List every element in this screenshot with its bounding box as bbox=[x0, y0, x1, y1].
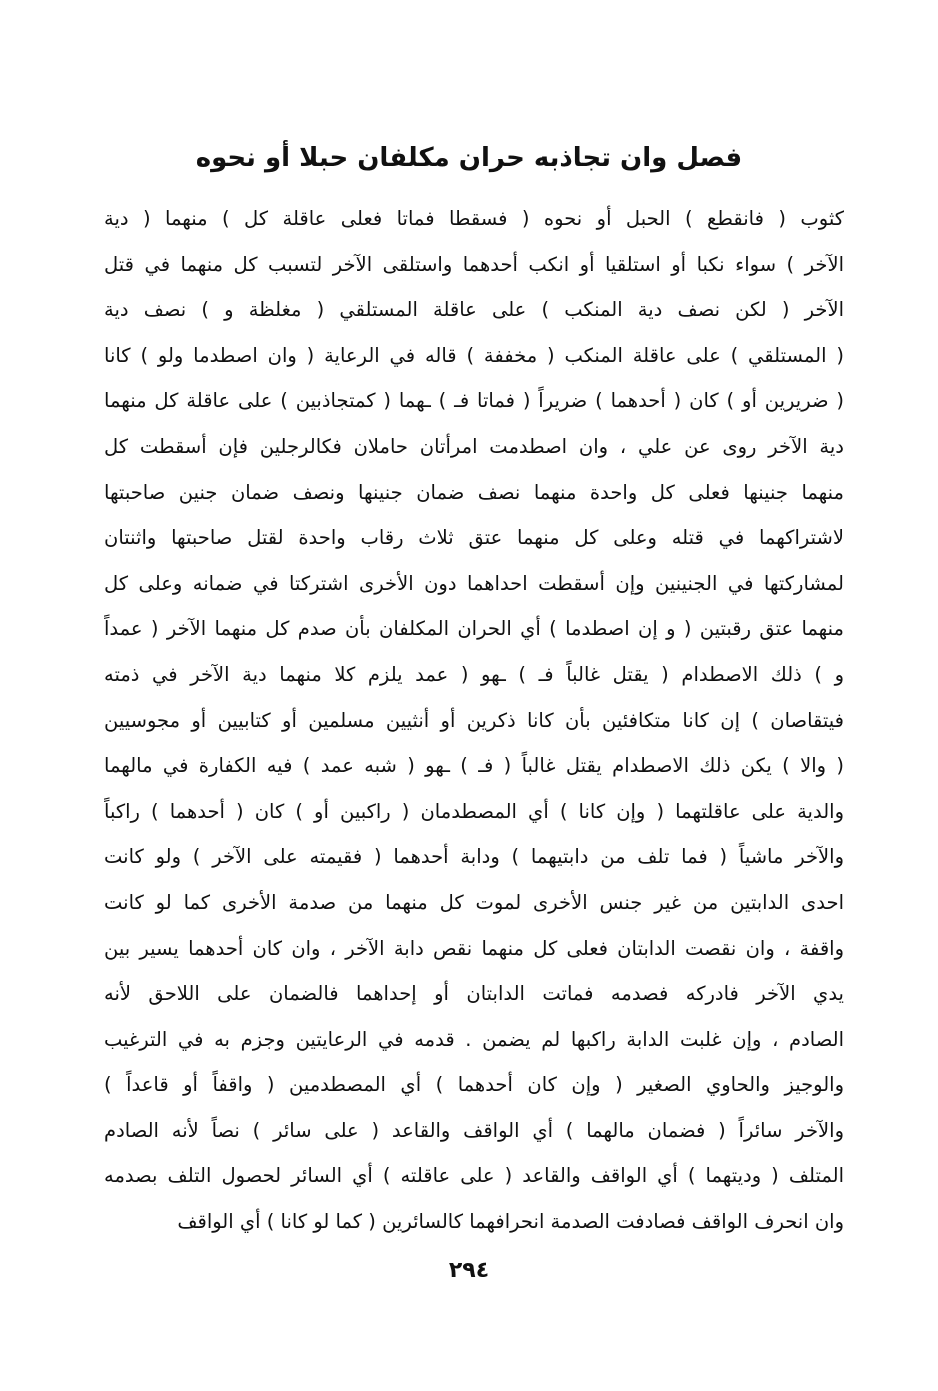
text-line: المتلف ( وديتهما ) أي الواقف والقاعد ( على عاقلته ) أي السائر لحصول التلف بصدمه bbox=[104, 1164, 844, 1188]
text-line: ( المستلقي ) على عاقلة المنكب ( مخففة ) قاله في الرعاية ( وان اصطدما ولو ) كانا bbox=[104, 343, 844, 367]
text-line: واقفة ، وان نقصت الدابتان فعلى كل منهما نقص دابة الآخر ، وان كان أحدهما يسير بين bbox=[104, 936, 844, 960]
text-line: دية الآخر روى عن علي ، وان اصطدمت امرأتان حاملان فكالرجلين فإن أسقطت كل bbox=[104, 434, 844, 458]
text-line: الآخر ( لكن نصف دية المنكب ) على عاقلة المستلقي ( مغلظة و ) نصف دية bbox=[104, 298, 844, 322]
text-line: كثوب ( فانقطع ) الحبل أو نحوه ( فسقطا فماتا فعلى عاقلة كل ) منهما ( دية bbox=[104, 207, 844, 230]
text-line: ( والا ) يكن ذلك الاصطدام يقتل غالباً ( فـ ) ـهو ( شبه عمد ) فيه الكفارة في مالهما bbox=[104, 754, 844, 778]
text-line: منهما جنينها فعلى كل واحدة منهما نصف ضمان جنينها ونصف ضمان جنين صاحبتها bbox=[104, 480, 844, 504]
text-line: لمشاركتها في الجنينين وإن أسقطت احداهما دون الأخرى اشتركتا في ضمانه وعلى كل bbox=[104, 571, 844, 595]
text-line: والآخر ماشياً ( فما تلف من دابتيهما ) ودابة أحدهما ( فقيمته على الآخر ) ولو كانت bbox=[104, 845, 844, 869]
text-line: والآخر سائراً ( فضمان مالهما ) أي الواقف والقاعد ( على سائر ) نصاً لأنه الصادم bbox=[104, 1118, 844, 1142]
body-text bbox=[104, 196, 844, 1245]
text-line: فيتقاصان ) إن كانا متكافئين بأن كانا ذكرين أو أنثيين مسلمين أو كتابيين أو مجوسيين bbox=[104, 708, 844, 732]
text-line: احدى الدابتين من غير جنس الأخرى لموت كل منهما من صدمة الأخرى كما لو كانت bbox=[104, 890, 844, 914]
text-line: الآخر ) سواء نكبا أو استلقيا أو انكب أحدهما واستلقى الآخر لتسبب كل منهما في قتل bbox=[104, 252, 844, 276]
text-line: والوجيز والحاوي الصغير ( وإن كان أحدهما ) أي المصطدمين ( واقفاً أو قاعداً ) bbox=[104, 1073, 844, 1097]
text-line: منهما عتق رقبتين ( و إن اصطدما ) أي الحران المكلفان بأن صدم كل منهما الآخر ( عمداً bbox=[104, 617, 844, 641]
text-line: يدي الآخر فادركه فصدمه فماتت الدابتان أو إحداهما فالضمان على اللاحق لأنه bbox=[104, 982, 844, 1006]
text-line: لاشتراكهما في قتله وعلى كل منهما عتق ثلاث رقاب واحدة لقتل صاحبتها واثنتان bbox=[104, 526, 844, 550]
text-line: الصادم ، وإن غلبت الدابة راكبها لم يضمن . قدمه في الرعايتين وجزم به في الترغيب bbox=[104, 1027, 844, 1051]
text-line: وان انحرف الواقف فصادفت الصدمة انحرافهما كالسائرين ( كما لو كانا ) أي الواقف bbox=[177, 1210, 844, 1234]
text-line: والدية على عاقلتهما ( وإن كانا ) أي المصطدمان ( راكبين أو ) كان ( أحدهما ) راكباً bbox=[104, 799, 844, 823]
text-line: ( ضريرين أو ) كان ( أحدهما ) ضريراً ( فماتا فـ ) ـهما ( كمتجاذبين ) على عاقلة كل منهما bbox=[104, 389, 844, 413]
section-title: فصل وان تجاذبه حران مكلفان حبلا أو نحوه bbox=[195, 143, 743, 173]
text-line: و ) ذلك الاصطدام ( يقتل غالباً فـ ) ـهو ( عمد يلزم كلا منهما دية الآخر في ذمته bbox=[104, 662, 844, 686]
page-number: ٢٩٤ bbox=[448, 1258, 490, 1283]
